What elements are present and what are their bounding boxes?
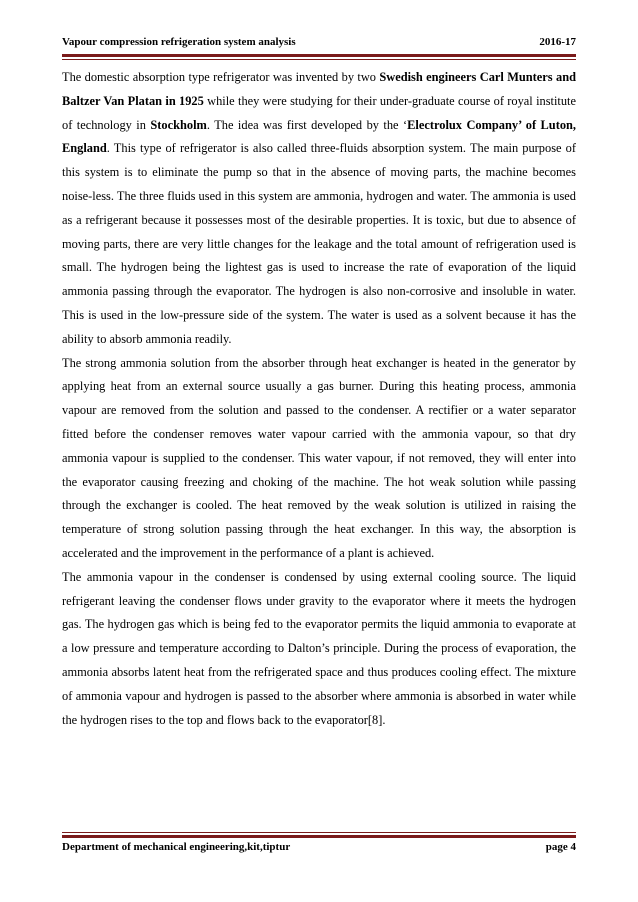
paragraph-3: The ammonia vapour in the condenser is condensed by using external cooling source. The liquid refrigerant leaving the condenser flows under gravity to the evaporator where it meets the hydrogen gas. The hydrogen gas which is being fed to the evaporator permits the liquid ammonia to evaporate at a low pressure and temperature according to Dalton’s principle. During the process of evaporation, the ammonia absorbs latent heat from the refrigerated space and thus produces cooling effect. The mixture of ammonia vapour and hydrogen is passed to the absorber where ammonia is absorbed in water while the hydrogen rises to the top and flows back to the evaporator[8].	[62, 569, 576, 727]
footer-department: Department of mechanical engineering,kit,tiptur	[62, 841, 291, 853]
paragraph-1	[62, 66, 576, 352]
p1-bold-inventors: Swedish engineers Carl Munters and Baltzer Van Platan in 1925	[62, 70, 576, 108]
p1-bold-electrolux: Electrolux Company’ of Luton, England	[62, 117, 577, 156]
p1-text-3: . The idea was first developed by the ‘	[206, 117, 408, 132]
page-footer	[62, 841, 576, 857]
header-year: 2016-17	[539, 36, 576, 48]
header-title: Vapour compression refrigeration system analysis	[62, 36, 296, 48]
footer-rule-thin	[62, 832, 576, 833]
page-header	[62, 36, 576, 52]
document-body	[62, 66, 576, 732]
p1-text-1: The domestic absorption type refrigerator was invented by two	[62, 70, 380, 84]
header-rule-thin	[62, 59, 576, 60]
p1-bold-stockholm: Stockholm	[150, 117, 207, 132]
paragraph-2: The strong ammonia solution from the absorber through heat exchanger is heated in the generator by applying heat from an external source usually a gas burner. During this heating process, ammonia vapour are removed from the solution and passed to the condenser. A rectifier or a water separator fitted before the condenser removes water vapour carried with the ammonia vapour, so that dry ammonia vapour is supplied to the condenser. This water vapour, if not removed, they will enter into the evaporator causing freezing and choking of the machine. The hot weak solution while passing through the exchanger is cooled. The heat removed by the weak solution is utilized in raising the temperature of strong solution passing through the heat exchanger. In this way, the absorption is accelerated and the improvement in the performance of a plant is achieved.	[62, 355, 576, 560]
header-rule-thick	[62, 54, 576, 57]
footer-page-number: page 4	[545, 841, 576, 853]
footer-rule-thick	[62, 835, 576, 838]
p1-text-4: . This type of refrigerator is also called three-fluids absorption system. The main purpose of this system is to eliminate the pump so that in the absence of moving parts, the machine becomes noise-less. The three fluids used in this system are ammonia, hydrogen and water. The ammonia is used as a refrigerant because it possesses most of the desirable properties. It is toxic, but due to absence of moving parts, there are very little changes for the leakage and the total amount of refrigeration used is small. The hydrogen being the lightest gas is used to increase the rate of evaporation of the liquid ammonia passing through the evaporator. The hydrogen is also non-corrosive and insoluble in water. This is used in the low-pressure side of the system. The water is used as a solvent because it has the ability to absorb ammonia readily.	[62, 141, 576, 346]
p1-text-2: while they were studying for their under-graduate course of royal institute of technology in	[62, 93, 576, 132]
